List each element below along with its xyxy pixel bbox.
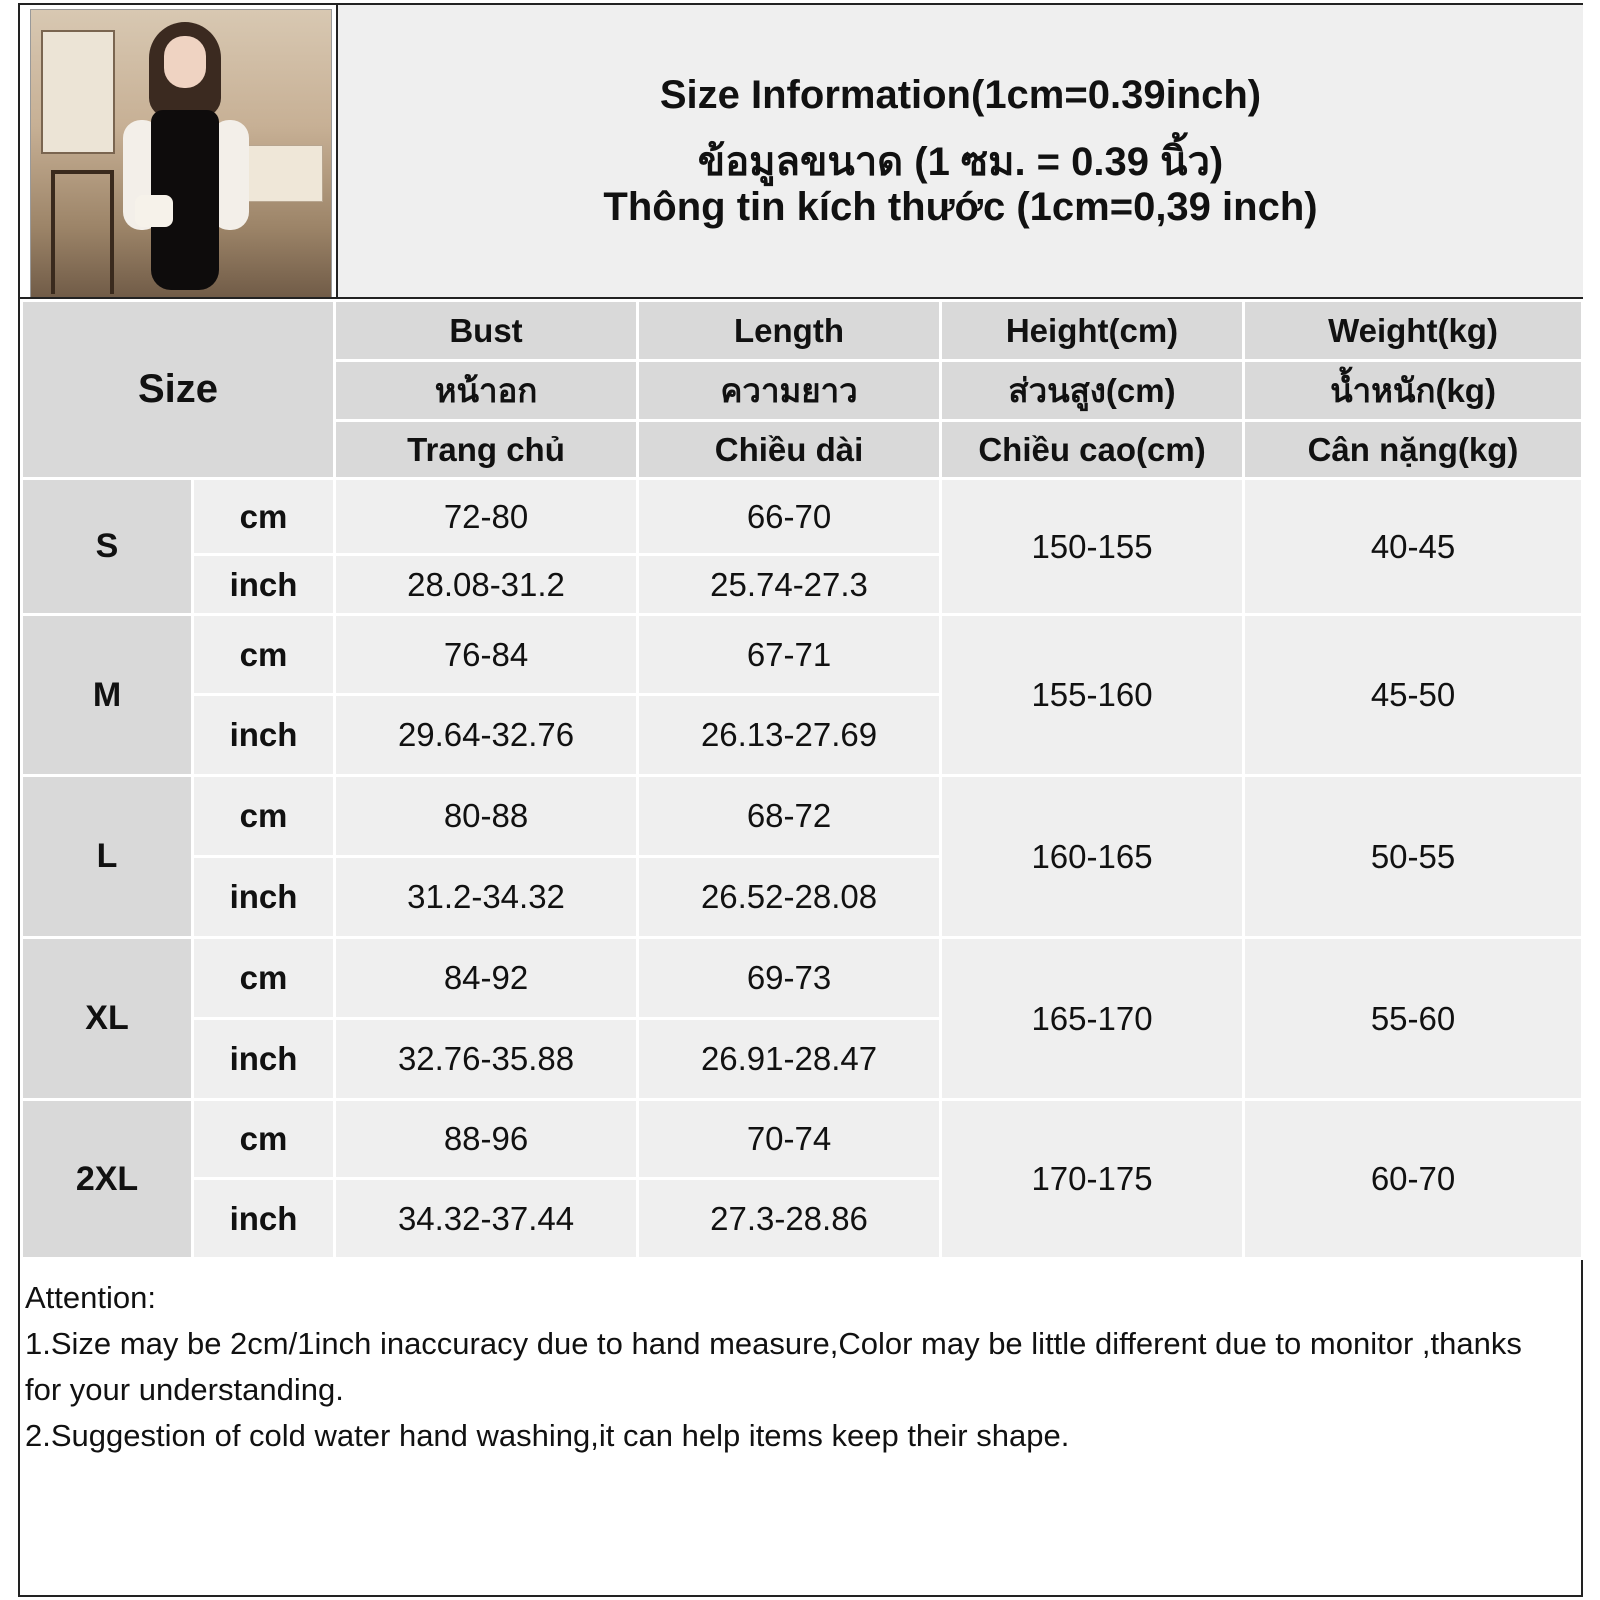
unit-inch: inch [193, 695, 335, 776]
title-english: Size Information(1cm=0.39inch) [659, 73, 1262, 117]
size-chart-sheet [18, 3, 1583, 1597]
length-header-th: ความยาว [638, 361, 941, 421]
photo-window [41, 30, 115, 154]
title-vietnamese: Thông tin kích thước (1cm=0,39 inch) [603, 185, 1318, 229]
weight-value: 40-45 [1244, 479, 1583, 615]
size-xl-cm-row [22, 938, 1583, 1019]
length-inch: 27.3-28.86 [638, 1179, 941, 1259]
size-label: M [22, 615, 193, 776]
bust-header-vi: Trang chủ [335, 421, 638, 479]
length-cm: 70-74 [638, 1100, 941, 1179]
unit-inch: inch [193, 857, 335, 938]
attention-heading: Attention: [25, 1280, 156, 1315]
length-cm: 67-71 [638, 615, 941, 695]
attention-notes [25, 1275, 1565, 1459]
bust-header-th: หน้าอก [335, 361, 638, 421]
size-table [20, 299, 1584, 1260]
size-label: S [22, 479, 193, 615]
length-inch: 25.74-27.3 [638, 555, 941, 615]
height-header-vi: Chiều cao(cm) [941, 421, 1244, 479]
weight-header-en: Weight(kg) [1244, 301, 1583, 361]
length-inch: 26.52-28.08 [638, 857, 941, 938]
bust-cm: 80-88 [335, 776, 638, 857]
length-cm: 69-73 [638, 938, 941, 1019]
attention-note-2: 2.Suggestion of cold water hand washing,it can help items keep their shape. [25, 1418, 1070, 1453]
size-l-cm-row [22, 776, 1583, 857]
height-header-en: Height(cm) [941, 301, 1244, 361]
bust-cm: 84-92 [335, 938, 638, 1019]
size-s-cm-row [22, 479, 1583, 555]
product-photo [30, 9, 332, 301]
bust-header-en: Bust [335, 301, 638, 361]
bust-inch: 32.76-35.88 [335, 1019, 638, 1100]
header-row-english [22, 301, 1583, 361]
height-header-th: ส่วนสูง(cm) [941, 361, 1244, 421]
unit-cm: cm [193, 938, 335, 1019]
size-column-header: Size [22, 301, 335, 479]
size-label: L [22, 776, 193, 938]
size-info-title-box [336, 5, 1583, 297]
unit-inch: inch [193, 555, 335, 615]
size-label: 2XL [22, 1100, 193, 1259]
weight-header-vi: Cân nặng(kg) [1244, 421, 1583, 479]
weight-value: 60-70 [1244, 1100, 1583, 1259]
bust-inch: 31.2-34.32 [335, 857, 638, 938]
weight-value: 45-50 [1244, 615, 1583, 776]
photo-chair [51, 170, 114, 294]
bust-inch: 34.32-37.44 [335, 1179, 638, 1259]
title-thai: ข้อมูลขนาด (1 ซม. = 0.39 นิ้ว) [697, 140, 1224, 184]
height-value: 155-160 [941, 615, 1244, 776]
weight-value: 55-60 [1244, 938, 1583, 1100]
height-value: 160-165 [941, 776, 1244, 938]
length-header-vi: Chiều dài [638, 421, 941, 479]
length-inch: 26.13-27.69 [638, 695, 941, 776]
bust-inch: 28.08-31.2 [335, 555, 638, 615]
unit-cm: cm [193, 776, 335, 857]
attention-note-1: 1.Size may be 2cm/1inch inaccuracy due to hand measure,Color may be little different due to monitor ,thanks for your understanding. [25, 1326, 1522, 1407]
bust-cm: 72-80 [335, 479, 638, 555]
unit-inch: inch [193, 1019, 335, 1100]
size-2xl-cm-row [22, 1100, 1583, 1179]
size-m-cm-row [22, 615, 1583, 695]
unit-cm: cm [193, 615, 335, 695]
weight-value: 50-55 [1244, 776, 1583, 938]
height-value: 165-170 [941, 938, 1244, 1100]
length-header-en: Length [638, 301, 941, 361]
bust-cm: 88-96 [335, 1100, 638, 1179]
length-inch: 26.91-28.47 [638, 1019, 941, 1100]
weight-header-th: น้ำหนัก(kg) [1244, 361, 1583, 421]
photo-model-face [164, 36, 206, 88]
bust-inch: 29.64-32.76 [335, 695, 638, 776]
unit-inch: inch [193, 1179, 335, 1259]
bust-cm: 76-84 [335, 615, 638, 695]
unit-cm: cm [193, 479, 335, 555]
unit-cm: cm [193, 1100, 335, 1179]
size-label: XL [22, 938, 193, 1100]
height-value: 170-175 [941, 1100, 1244, 1259]
length-cm: 68-72 [638, 776, 941, 857]
photo-handbag [135, 195, 173, 227]
length-cm: 66-70 [638, 479, 941, 555]
height-value: 150-155 [941, 479, 1244, 615]
